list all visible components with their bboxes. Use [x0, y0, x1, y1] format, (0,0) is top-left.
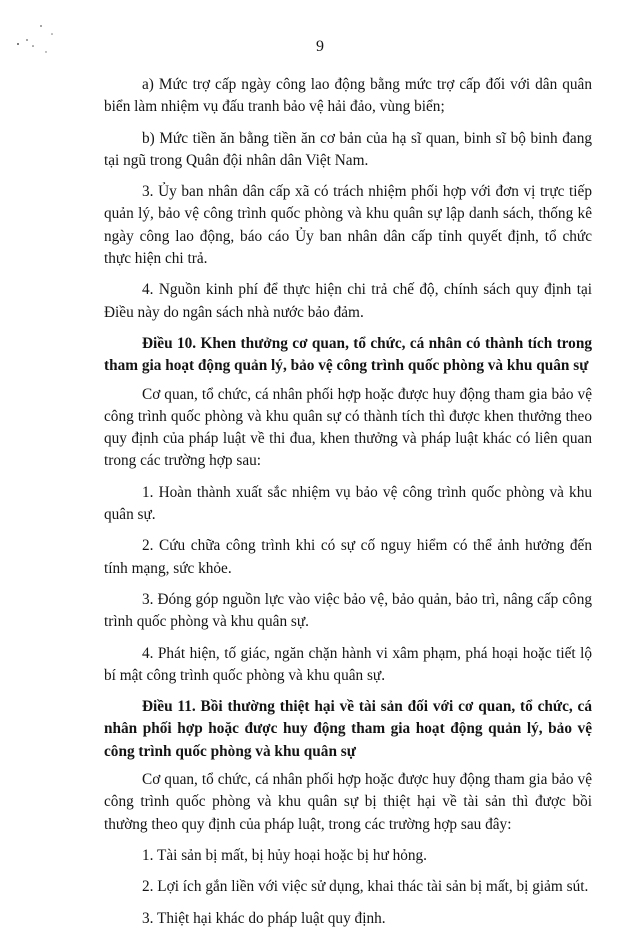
paragraph: a) Mức trợ cấp ngày công lao động bằng mức trợ cấp đối với dân quân biển làm nhiệm vụ đấu tranh bảo vệ hải đảo, vùng biển;: [104, 76, 592, 116]
paragraph: b) Mức tiền ăn bằng tiền ăn cơ bản của hạ sĩ quan, binh sĩ bộ binh đang tại ngũ trong Quân đội nhân dân Việt Nam.: [104, 129, 592, 169]
list-item: 4. Phát hiện, tố giác, ngăn chặn hành vi xâm phạm, phá hoại hoặc tiết lộ bí mật công trình quốc phòng và khu quân sự.: [104, 644, 592, 684]
paragraph: Cơ quan, tổ chức, cá nhân phối hợp hoặc được huy động tham gia bảo vệ công trình quốc phòng và khu quân sự bị thiệt hại về tài sản thì được bồi thường theo quy định của pháp luật, trong các trường hợp sau đây:: [104, 771, 592, 833]
paragraph: 4. Nguồn kinh phí để thực hiện chi trả chế độ, chính sách quy định tại Điều này do ngân sách nhà nước bảo đảm.: [104, 281, 592, 321]
list-item: 3. Đóng góp nguồn lực vào việc bảo vệ, bảo quản, bảo trì, nâng cấp công trình quốc phòng và khu quân sự.: [104, 590, 592, 631]
list-item: 1. Tài sản bị mất, bị hủy hoại hoặc bị hư hỏng.: [142, 846, 428, 864]
paragraph: 3. Ủy ban nhân dân cấp xã có trách nhiệm phối hợp với đơn vị trực tiếp quản lý, bảo vệ công trình quốc phòng và khu quân sự lập danh sách, thống kê ngày công lao động, báo cáo Ủy ban nhân dân cấp tỉnh quyết định, tổ chức thực hiện chi trả.: [104, 183, 592, 268]
page-number: 9: [316, 38, 324, 55]
document-body: [104, 74, 592, 939]
list-item: 3. Thiệt hại khác do pháp luật quy định.: [142, 909, 386, 927]
article-heading: Điều 11. Bồi thường thiệt hại về tài sản đối với cơ quan, tổ chức, cá nhân phối hợp hoặc được huy động tham gia hoạt động quản lý, bảo vệ công trình quốc phòng và khu quân sự: [104, 698, 592, 760]
list-item: 2. Lợi ích gắn liền với việc sử dụng, khai thác tài sản bị mất, bị giảm sút.: [142, 878, 589, 896]
article-heading: Điều 10. Khen thưởng cơ quan, tổ chức, cá nhân có thành tích trong tham gia hoạt động quản lý, bảo vệ công trình quốc phòng và khu quân sự: [104, 334, 592, 375]
paragraph: Cơ quan, tổ chức, cá nhân phối hợp hoặc được huy động tham gia bảo vệ công trình quốc phòng và khu quân sự có thành tích thì được khen thưởng theo quy định của pháp luật về thi đua, khen thưởng và pháp luật khác có liên quan trong các trường hợp sau:: [104, 385, 592, 470]
list-item: 1. Hoàn thành xuất sắc nhiệm vụ bảo vệ công trình quốc phòng và khu quân sự.: [104, 483, 592, 524]
list-item: 2. Cứu chữa công trình khi có sự cố nguy hiểm có thể ảnh hưởng đến tính mạng, sức khỏe.: [104, 537, 592, 577]
